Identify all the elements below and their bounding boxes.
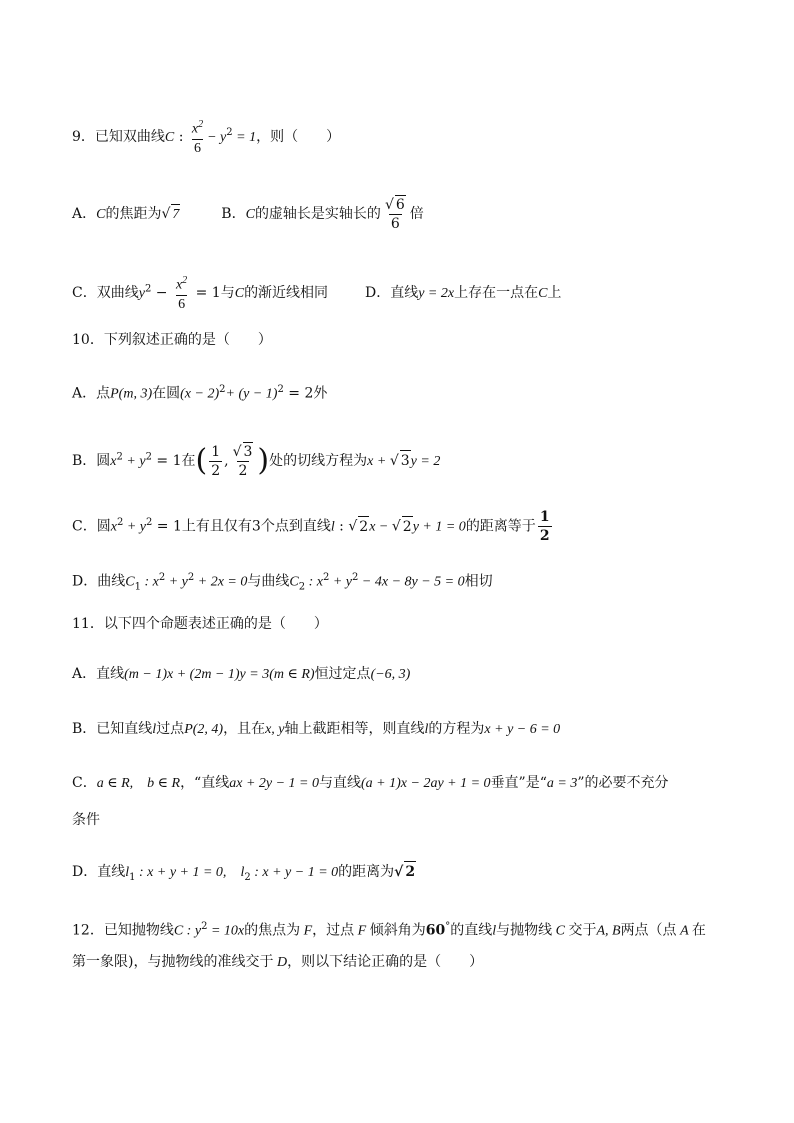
- option-b: B．C的虚轴长是实轴长的 $\frac{√ 6}{6}$ 倍: [221, 197, 424, 232]
- question-9-stem: 9．已知双曲线C : $\frac{x^2}{6}$ − $y^2 = 1$，则（ ）: [72, 116, 734, 158]
- fraction: $\frac{1}{2}$: [211, 443, 221, 479]
- question-11-option-b: B．已知直线l过点P(2, 4)，且在x, y轴上截距相等，则直线l的方程为x + y − 6 = 0: [72, 721, 561, 737]
- fraction: $\frac{√ 3}{2}$: [232, 444, 253, 479]
- option-a: A．C的焦距为√ 7: [72, 206, 180, 222]
- question-12-stem-continued: 第一象限)，与抛物线的准线交于 D，则以下结论正确的是（ ）: [72, 954, 484, 970]
- fraction: $\frac{√ 6}{6}$: [384, 197, 405, 232]
- question-11-stem: 11．以下四个命题表述正确的是（ ）: [72, 616, 328, 632]
- question-12-stem: 12．已知抛物线C : $y^2 = 10x$的焦点为 F，过点 F 倾斜角为60°的直线l与抛物线 C 交于A, B两点（点 A 在: [72, 921, 706, 939]
- question-10-stem: 10．下列叙述正确的是（ ）: [72, 332, 272, 348]
- question-11-option-a: A．直线(m − 1)x + (2m − 1)y = 3(m ∈ R)恒过定点(−6, 3): [72, 666, 411, 682]
- question-10-option-d: D．曲线$C_1$ : $x^2 + y^2 + 2x = 0$与曲线$C_2$ : $x^2 + y^2 - 4x - 8y - 5 = 0$相切: [72, 572, 493, 593]
- question-11-option-c: C．a ∈ R, b ∈ R，“直线ax + 2y − 1 = 0与直线(a + 1)x − 2ay + 1 = 0垂直”是“a = 3”的必要不充分: [72, 775, 669, 791]
- question-9-options-ab: [72, 195, 734, 233]
- fraction: $\frac{x^2}{6}$: [191, 119, 204, 156]
- question-11-option-c-continued: 条件: [72, 812, 100, 828]
- question-11-option-d: D．直线$l_1$ : x + y + 1 = 0, $l_2$ : x + y − 1 = 0的距离为√ 2: [72, 861, 734, 888]
- fraction: $\frac{1}{2}$: [539, 509, 550, 544]
- question-9-options-cd: [72, 272, 734, 314]
- question-10-option-a: A．点P(m, 3)在圆$(x - 2)^2+ (y - 1)^2 = 2$外: [72, 384, 328, 402]
- option-c: C．双曲线$y^2$ − $\frac{x^2}{6}$ = 1与C的渐近线相同: [72, 285, 328, 301]
- fraction: $\frac{x^2}{6}$: [175, 275, 188, 312]
- question-10-option-c: C．圆$x^2 + y^2 = 1$上有且仅有3个点到直线l : √ 2x − √ 2y + 1 = 0的距离等于 $\frac{1}{2}$: [72, 509, 550, 544]
- question-10-option-b: B．圆$x^2 + y^2 = 1$在( $\frac{1}{2}$ , $\frac{√ 3}{2}$ )处的切线方程为x + √ 3y = 2: [72, 443, 441, 479]
- option-d: D．直线y = 2x上存在一点在C上: [364, 284, 562, 301]
